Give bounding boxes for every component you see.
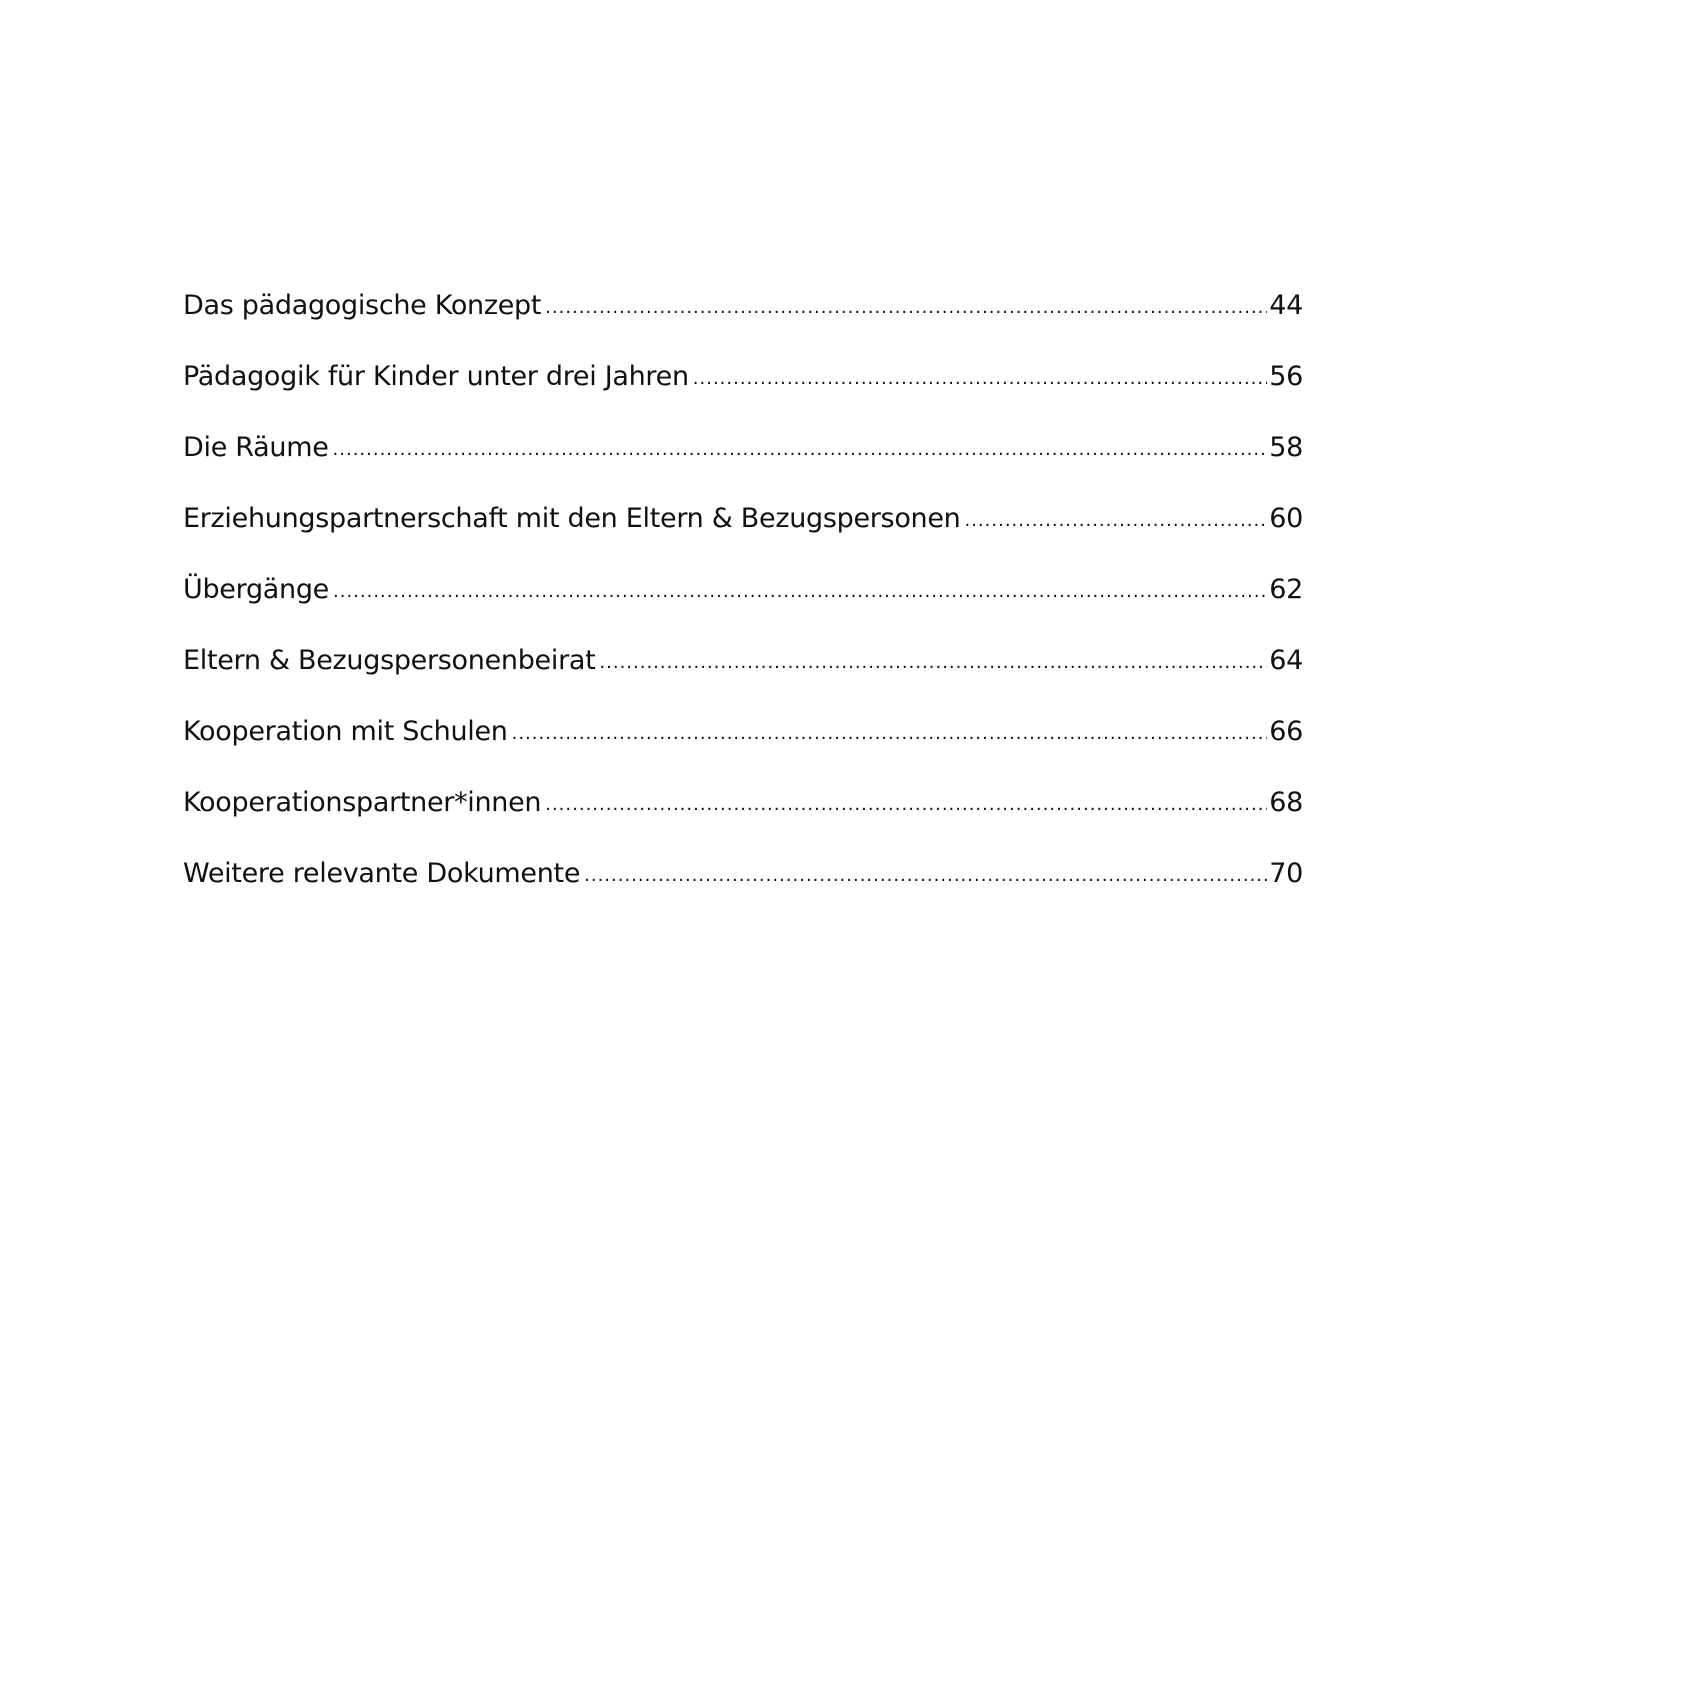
toc-entry-page-number: 62 xyxy=(1269,574,1303,605)
toc-dot-leader xyxy=(333,432,1268,463)
toc-dot-leader xyxy=(545,290,1267,321)
toc-entry-page-number: 64 xyxy=(1269,645,1303,676)
toc-entry[interactable] xyxy=(183,716,1303,787)
toc-entry[interactable] xyxy=(183,361,1303,432)
table-of-contents xyxy=(183,290,1303,929)
toc-entry[interactable] xyxy=(183,645,1303,716)
toc-dot-leader xyxy=(512,716,1268,747)
toc-entry-page-number: 70 xyxy=(1269,858,1303,889)
toc-entry-title: Erziehungspartnerschaft mit den Eltern & Bezugspersonen xyxy=(183,503,961,534)
toc-entry-page-number: 56 xyxy=(1269,361,1303,392)
toc-entry[interactable] xyxy=(183,858,1303,929)
toc-entry-title: Kooperationspartner*innen xyxy=(183,787,542,818)
toc-entry-title: Übergänge xyxy=(183,574,329,605)
toc-dot-leader xyxy=(693,361,1267,392)
toc-entry[interactable] xyxy=(183,290,1303,361)
toc-entry-page-number: 58 xyxy=(1269,432,1303,463)
toc-entry-page-number: 68 xyxy=(1269,787,1303,818)
toc-entry[interactable] xyxy=(183,432,1303,503)
toc-entry[interactable] xyxy=(183,574,1303,645)
toc-dot-leader xyxy=(599,645,1267,676)
toc-entry-page-number: 44 xyxy=(1269,290,1303,321)
toc-entry-title: Die Räume xyxy=(183,432,329,463)
toc-entry-title: Pädagogik für Kinder unter drei Jahren xyxy=(183,361,689,392)
toc-dot-leader xyxy=(333,574,1267,605)
toc-dot-leader xyxy=(545,787,1267,818)
toc-entry-title: Kooperation mit Schulen xyxy=(183,716,508,747)
toc-entry[interactable] xyxy=(183,787,1303,858)
toc-entry[interactable] xyxy=(183,503,1303,574)
toc-entry-title: Weitere relevante Dokumente xyxy=(183,858,581,889)
toc-dot-leader xyxy=(964,503,1267,534)
toc-entry-title: Das pädagogische Konzept xyxy=(183,290,542,321)
toc-entry-page-number: 66 xyxy=(1269,716,1303,747)
toc-entry-title: Eltern & Bezugspersonenbeirat xyxy=(183,645,596,676)
toc-dot-leader xyxy=(584,858,1267,889)
toc-entry-page-number: 60 xyxy=(1269,503,1303,534)
